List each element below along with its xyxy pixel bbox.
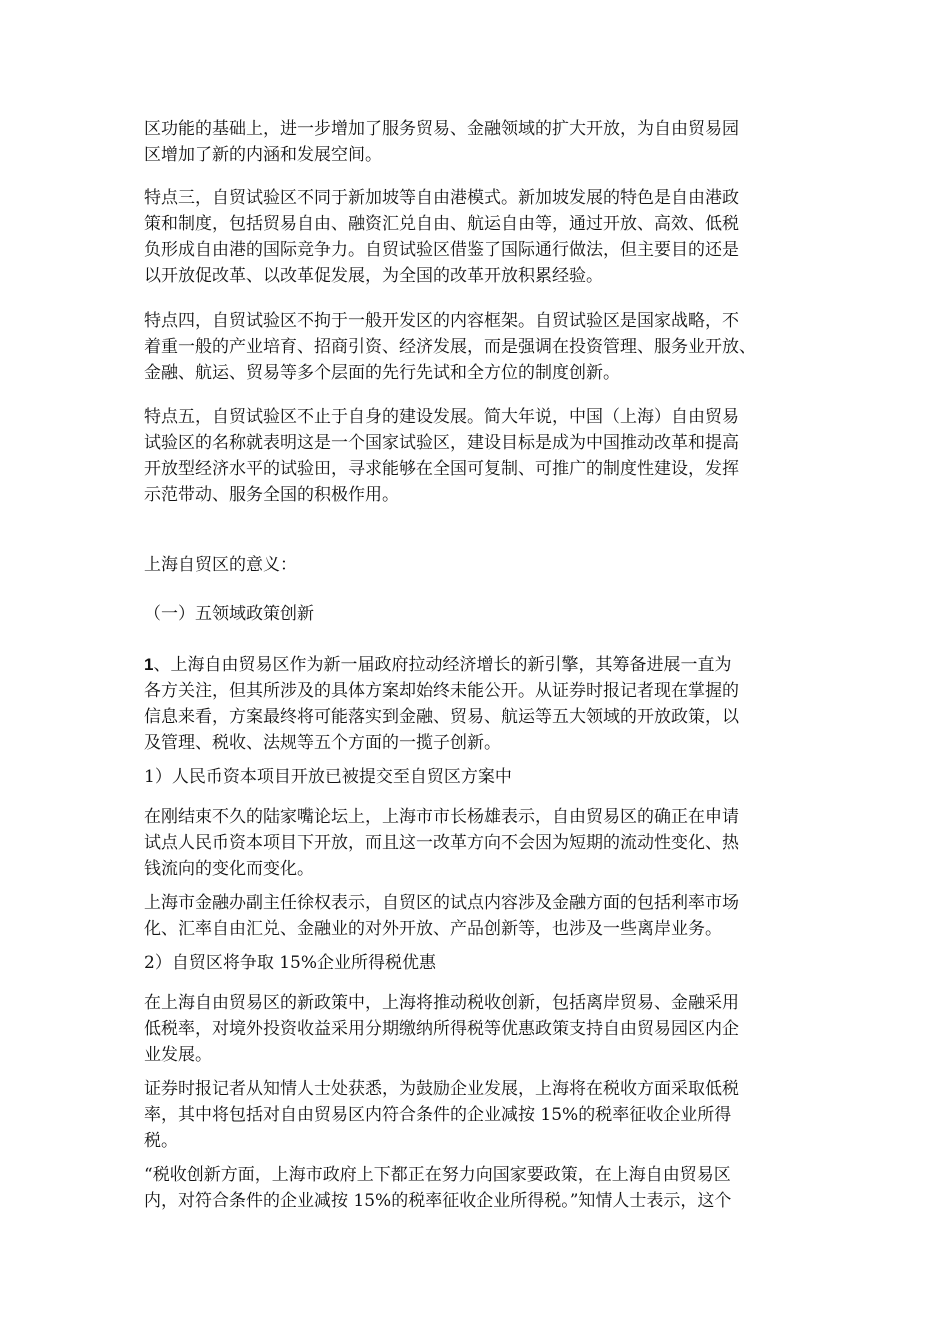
section-heading-significance bbox=[144, 552, 808, 578]
text-line bbox=[144, 652, 808, 678]
text-line: 策和制度，包括贸易自由、融资汇兑自由、航运自由等，通过开放、高效、低税 bbox=[144, 214, 739, 234]
text-line: 各方关注，但其所涉及的具体方案却始终未能公开。从证券时报记者现在掌握的 bbox=[144, 681, 739, 701]
paragraph-feature-three bbox=[144, 185, 808, 289]
text-line: 区功能的基础上，进一步增加了服务贸易、金融领域的扩大开放，为自由贸易园 bbox=[144, 119, 739, 139]
text-line: “税收创新方面，上海市政府上下都正在努力向国家要政策，在上海自由贸易区 bbox=[144, 1165, 731, 1185]
text-line: 特点四，自贸试验区不拘于一般开发区的内容框架。自贸试验区是国家战略，不 bbox=[144, 311, 739, 331]
text-line: 开放型经济水平的试验田，寻求能够在全国可复制、可推广的制度性建设，发挥 bbox=[144, 459, 739, 479]
text-line: 金融、航运、贸易等多个层面的先行先试和全方位的制度创新。 bbox=[144, 363, 620, 383]
text-line-rest: 、上海自由贸易区作为新一届政府拉动经济增长的新引擎，其筹备进展一直为 bbox=[153, 655, 732, 675]
text-line: 税。 bbox=[144, 1131, 178, 1151]
text-line: 在上海自由贸易区的新政策中，上海将推动税收创新，包括离岸贸易、金融采用 bbox=[144, 993, 739, 1013]
text-line: 试验区的名称就表明这是一个国家试验区，建设目标是成为中国推动改革和提高 bbox=[144, 433, 739, 453]
heading-text: 上海自贸区的意义： bbox=[144, 555, 297, 575]
text-line: 率，其中将包括对自由贸易区内符合条件的企业减按 15%的税率征收企业所得 bbox=[144, 1105, 732, 1125]
text-line: 负形成自由港的国际竞争力。自贸试验区借鉴了国际通行做法，但主要目的还是 bbox=[144, 240, 739, 260]
heading-text: 1）人民币资本项目开放已被提交至自贸区方案中 bbox=[144, 767, 512, 787]
paragraph-reporter-source bbox=[144, 1076, 808, 1154]
paragraph-quote bbox=[144, 1162, 808, 1214]
text-line: 以开放促改革、以改革促发展，为全国的改革开放积累经验。 bbox=[144, 266, 603, 286]
text-line: 特点三，自贸试验区不同于新加坡等自由港模式。新加坡发展的特色是自由港政 bbox=[144, 188, 739, 208]
heading-text: （一）五领域政策创新 bbox=[144, 604, 314, 624]
text-line: 在刚结束不久的陆家嘴论坛上，上海市市长杨雄表示，自由贸易区的确正在申请 bbox=[144, 807, 739, 827]
text-line: 证券时报记者从知情人士处获悉，为鼓励企业发展，上海将在税收方面采取低税 bbox=[144, 1079, 739, 1099]
paragraph-intro-continuation bbox=[144, 116, 808, 168]
list-number: 1 bbox=[144, 655, 154, 674]
text-line: 业发展。 bbox=[144, 1045, 212, 1065]
paragraph-feature-four bbox=[144, 308, 808, 386]
text-line: 示范带动、服务全国的积极作用。 bbox=[144, 485, 399, 505]
text-line: 信息来看，方案最终将可能落实到金融、贸易、航运等五大领域的开放政策，以 bbox=[144, 707, 739, 727]
paragraph-tax-innovation bbox=[144, 990, 808, 1068]
item-heading-rmb-capital bbox=[144, 764, 808, 790]
text-line: 试点人民币资本项目下开放，而且这一改革方向不会因为短期的流动性变化、热 bbox=[144, 833, 739, 853]
paragraph-point-one bbox=[144, 652, 808, 756]
text-line: 上海市金融办副主任徐权表示，自贸区的试点内容涉及金融方面的包括利率市场 bbox=[144, 893, 739, 913]
text-line: 区增加了新的内涵和发展空间。 bbox=[144, 145, 382, 165]
text-line: 内，对符合条件的企业减按 15%的税率征收企业所得税。”知情人士表示，这个 bbox=[144, 1191, 732, 1211]
heading-text: 2）自贸区将争取 15%企业所得税优惠 bbox=[144, 953, 437, 973]
text-line: 及管理、税收、法规等五个方面的一揽子创新。 bbox=[144, 733, 501, 753]
text-line: 钱流向的变化而变化。 bbox=[144, 859, 314, 879]
subsection-heading-five-fields bbox=[144, 601, 808, 627]
text-line: 低税率，对境外投资收益采用分期缴纳所得税等优惠政策支持自由贸易园区内企 bbox=[144, 1019, 739, 1039]
paragraph-xu-quan bbox=[144, 890, 808, 942]
paragraph-feature-five bbox=[144, 404, 808, 508]
text-line: 化、汇率自由汇兑、金融业的对外开放、产品创新等，也涉及一些离岸业务。 bbox=[144, 919, 722, 939]
text-line: 着重一般的产业培育、招商引资、经济发展，而是强调在投资管理、服务业开放、 bbox=[144, 337, 756, 357]
item-heading-tax-incentive bbox=[144, 950, 808, 976]
text-line: 特点五，自贸试验区不止于自身的建设发展。简大年说，中国（上海）自由贸易 bbox=[144, 407, 739, 427]
paragraph-yang-xiong bbox=[144, 804, 808, 882]
